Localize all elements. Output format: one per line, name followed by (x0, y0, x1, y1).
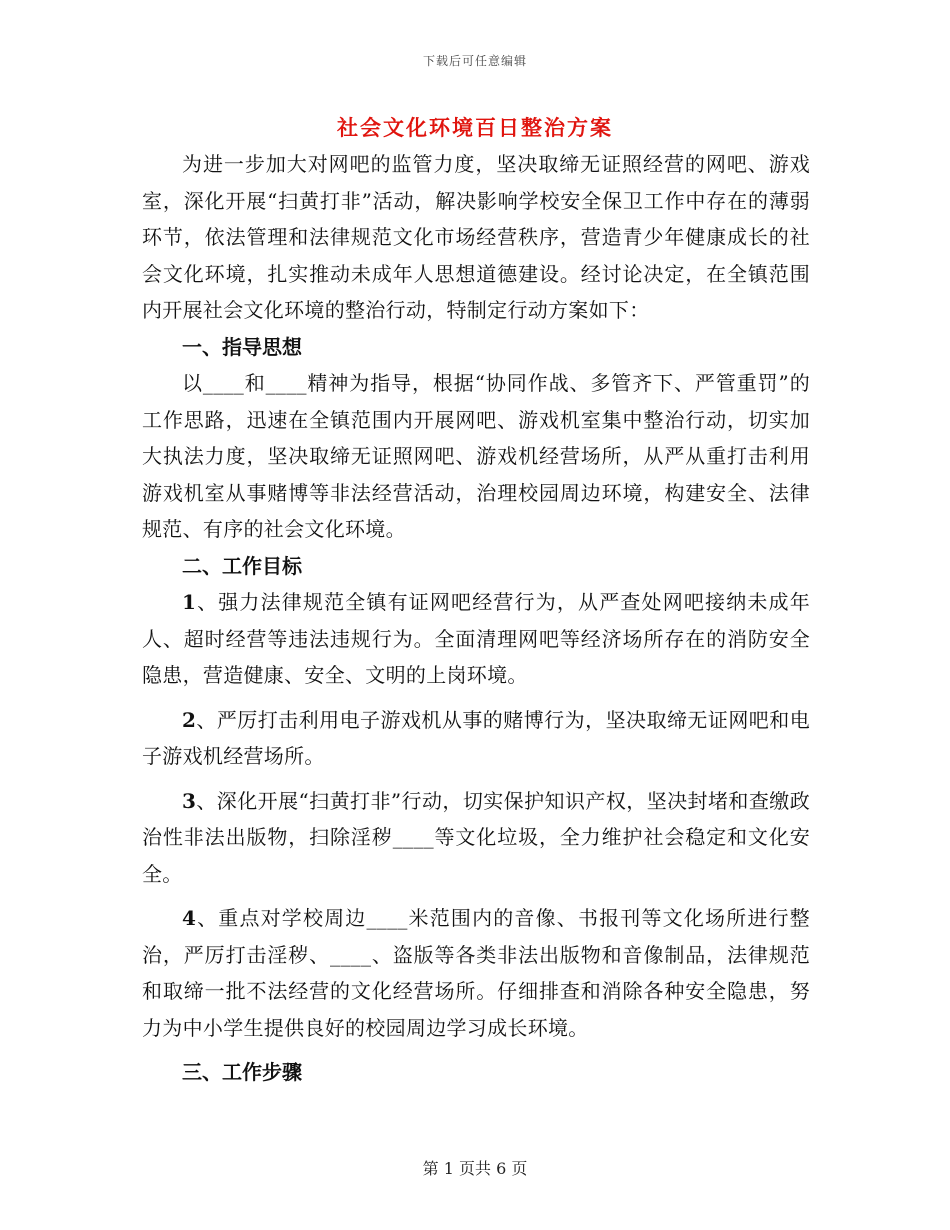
work-goal-item-1 (142, 584, 810, 694)
intro-paragraph: 为进一步加大对网吧的监管力度，坚决取缔无证照经营的网吧、游戏室，深化开展“扫黄打非”活动，解决影响学校安全保卫工作中存在的薄弱环节，依法管理和法律规范文化市场经营秩序，营造青少年健康成长的社会文化环境，扎实推动未成年人思想道德建设。经讨论决定，在全镇范围内开展社会文化环境的整治行动，特制定行动方案如下： (142, 152, 810, 322)
section-heading-work-goals: 二、工作目标 (182, 553, 302, 578)
work-goal-text: 、强力法律规范全镇有证网吧经营行为，从严查处网吧接纳未成年人、超时经营等违法违规行为。全面清理网吧等经济场所存在的消防安全隐患，营造健康、安全、文明的上岗环境。 (142, 590, 810, 687)
work-goal-number: 2 (182, 707, 197, 732)
work-goal-number: 3 (182, 788, 197, 813)
work-goal-number: 1 (182, 590, 197, 614)
guiding-ideology-paragraph: 以____和____精神为指导，根据“协同作战、多管齐下、严管重罚”的工作思路，迅速在全镇范围内开展网吧、游戏机室集中整治行动，切实加大执法力度，坚决取缔无证照网吧、游戏机经营场所，从严从重打击利用游戏机室从事赌博等非法经营活动，治理校园周边环境，构建安全、法律规范、有序的社会文化环境。 (142, 371, 810, 541)
section-heading-guiding-ideology: 一、指导思想 (182, 334, 302, 359)
work-goal-text: 、重点对学校周边____米范围内的音像、书报刊等文化场所进行整治，严厉打击淫秽、____、盗版等各类非法出版物和音像制品，法律规范和取缔一批不法经营的文化经营场所。仔细排查和消除各种安全隐患，努力为中小学生提供良好的校园周边学习成长环境。 (142, 906, 810, 1040)
work-goal-item-2 (142, 702, 810, 775)
document-title: 社会文化环境百日整治方案 (337, 115, 613, 140)
document-body (142, 146, 810, 1091)
header-note: 下载后可任意编辑 (422, 54, 527, 68)
section-heading-work-steps: 三、工作步骤 (182, 1060, 302, 1084)
page-footer: 第 1 页共 6 页 (422, 1159, 528, 1178)
work-goal-item-3 (142, 783, 810, 893)
work-goal-text: 、严厉打击利用电子游戏机从事的赌博行为，坚决取缔无证网吧和电子游戏机经营场所。 (142, 707, 810, 768)
work-goal-text: 、深化开展“扫黄打非”行动，切实保护知识产权，坚决封堵和查缴政治性非法出版物，扫除淫秽____等文化垃圾，全力维护社会稳定和文化安全。 (142, 788, 810, 886)
work-goal-number: 4 (182, 906, 197, 930)
work-goal-item-4 (142, 900, 810, 1046)
